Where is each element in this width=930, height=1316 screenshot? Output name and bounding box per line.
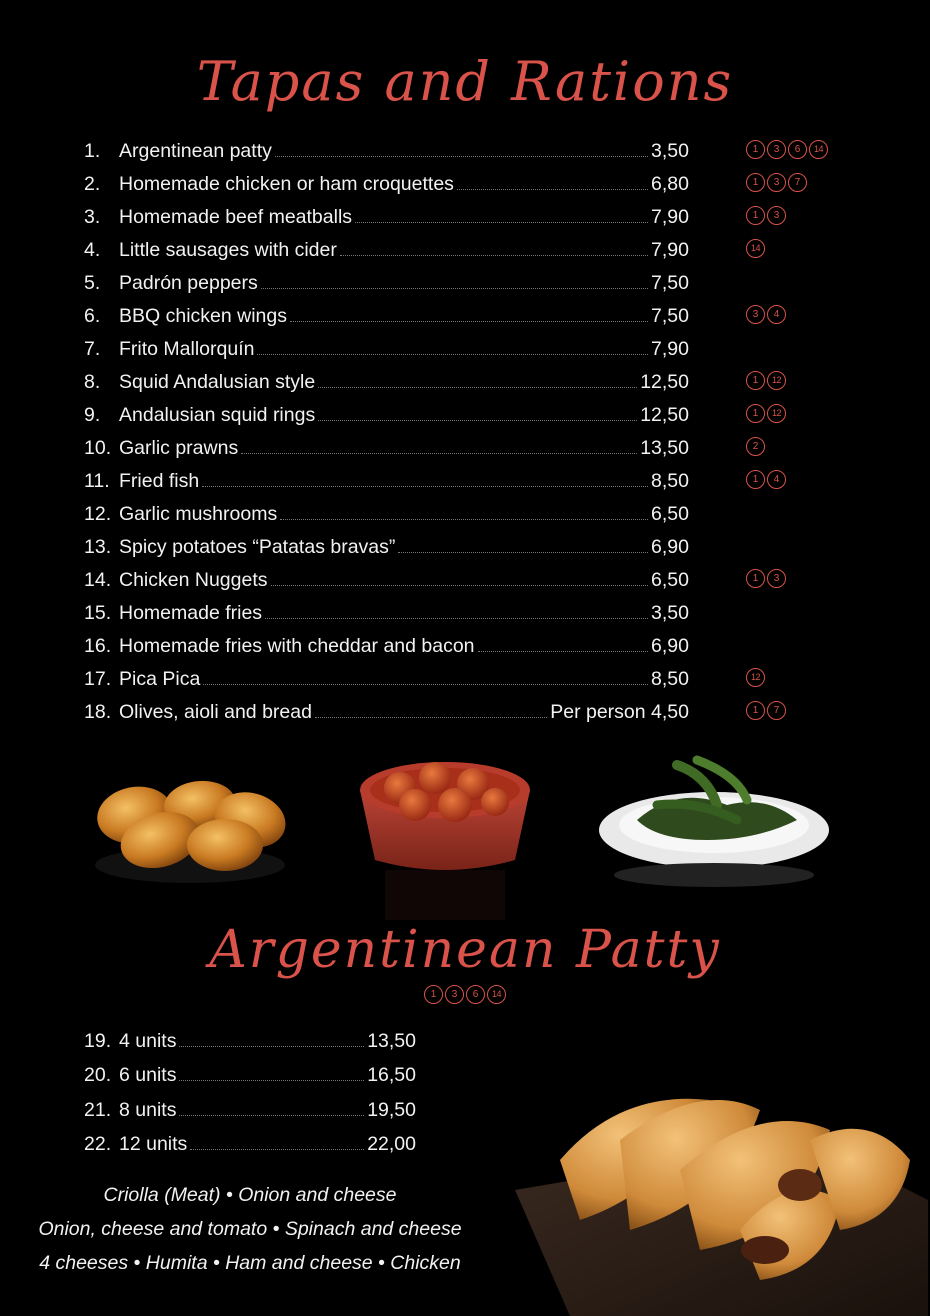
item-number: 4. — [84, 239, 101, 261]
menu-item — [84, 361, 864, 394]
allergen-badge: 1 — [746, 173, 765, 192]
item-price: 6,90 — [651, 536, 689, 558]
menu-item — [84, 196, 864, 229]
item-allergens — [746, 239, 765, 258]
menu-item-line — [84, 469, 689, 493]
menu-item — [84, 262, 864, 295]
item-number: 11. — [84, 470, 110, 492]
menu-item-line — [84, 337, 689, 361]
item-allergens — [746, 140, 828, 159]
menu-list — [84, 130, 864, 724]
allergen-badge: 7 — [767, 701, 786, 720]
menu-item — [84, 559, 864, 592]
item-number: 13. — [84, 536, 112, 558]
item-price: 8,50 — [651, 668, 689, 690]
dot-leader — [457, 189, 648, 190]
dot-leader — [261, 288, 648, 289]
menu-item-line — [84, 403, 689, 427]
allergen-badge: 6 — [788, 140, 807, 159]
menu-item — [84, 592, 864, 625]
item-number: 5. — [84, 272, 101, 294]
item-allergens — [746, 371, 786, 390]
item-number: 3. — [84, 206, 101, 228]
item-name: 6 units — [119, 1064, 177, 1086]
item-name: Little sausages with cider — [119, 239, 337, 261]
dot-leader — [318, 420, 637, 421]
patty-units-list — [84, 1018, 416, 1156]
allergen-badge: 1 — [746, 206, 765, 225]
menu-item — [84, 691, 864, 724]
allergen-badge: 3 — [746, 305, 765, 324]
allergen-badge: 14 — [746, 239, 765, 258]
allergen-badge: 14 — [487, 985, 506, 1004]
dot-leader — [340, 255, 648, 256]
item-allergens — [746, 173, 807, 192]
meatballs-photo — [355, 750, 535, 930]
dot-leader — [179, 1080, 364, 1081]
item-price: 7,90 — [651, 206, 689, 228]
item-price: 22,00 — [367, 1133, 416, 1155]
item-price: 16,50 — [367, 1064, 416, 1086]
allergen-badge: 12 — [767, 404, 786, 423]
menu-item-line — [84, 436, 689, 460]
item-name: Frito Mallorquín — [119, 338, 255, 360]
item-name: 12 units — [119, 1133, 188, 1155]
item-name: Andalusian squid rings — [119, 404, 316, 426]
item-number: 14. — [84, 569, 112, 591]
allergen-badge: 1 — [746, 140, 765, 159]
allergen-badge: 1 — [424, 985, 443, 1004]
allergen-badge: 7 — [788, 173, 807, 192]
item-number: 8. — [84, 371, 101, 393]
item-name: Garlic mushrooms — [119, 503, 278, 525]
item-number: 9. — [84, 404, 101, 426]
menu-item-line — [84, 370, 689, 394]
dot-leader — [203, 684, 648, 685]
dot-leader — [478, 651, 649, 652]
menu-item-line — [84, 634, 689, 658]
item-name: Spicy potatoes “Patatas bravas” — [119, 536, 396, 558]
allergen-badge: 12 — [767, 371, 786, 390]
dot-leader — [355, 222, 648, 223]
unit-item — [84, 1087, 416, 1122]
allergen-badge: 3 — [767, 140, 786, 159]
item-price: 7,50 — [651, 305, 689, 327]
allergen-badge: 1 — [746, 569, 765, 588]
unit-item — [84, 1122, 416, 1157]
menu-item-line — [84, 271, 689, 295]
menu-item — [84, 625, 864, 658]
item-price: 6,80 — [651, 173, 689, 195]
item-name: Homemade beef meatballs — [119, 206, 353, 228]
item-price: 7,50 — [651, 272, 689, 294]
dot-leader — [179, 1046, 364, 1047]
item-price: Per person 4,50 — [550, 701, 689, 723]
menu-item-line — [84, 502, 689, 526]
allergen-badge: 2 — [746, 437, 765, 456]
dot-leader — [315, 717, 547, 718]
dot-leader — [265, 618, 648, 619]
item-number: 15. — [84, 602, 112, 624]
dot-leader — [275, 156, 648, 157]
item-allergens — [746, 206, 786, 225]
allergen-badge: 3 — [767, 173, 786, 192]
item-number: 18. — [84, 701, 112, 723]
item-allergens — [746, 569, 786, 588]
menu-item-line — [84, 304, 689, 328]
dot-leader — [190, 1149, 364, 1150]
allergen-badge: 1 — [746, 404, 765, 423]
croquettes-photo — [90, 770, 295, 890]
unit-item — [84, 1053, 416, 1088]
item-price: 6,90 — [651, 635, 689, 657]
item-price: 12,50 — [640, 404, 689, 426]
item-number: 21. — [84, 1098, 112, 1121]
item-name: Olives, aioli and bread — [119, 701, 312, 723]
item-name: Homemade fries — [119, 602, 263, 624]
item-number: 10. — [84, 437, 112, 459]
item-name: Padrón peppers — [119, 272, 258, 294]
allergen-badge: 1 — [746, 470, 765, 489]
menu-item-line — [84, 205, 689, 229]
item-price: 13,50 — [640, 437, 689, 459]
dot-leader — [280, 519, 648, 520]
allergen-badge: 1 — [746, 371, 765, 390]
dot-leader — [398, 552, 648, 553]
menu-item-line — [84, 238, 689, 262]
menu-item — [84, 163, 864, 196]
item-number: 7. — [84, 338, 101, 360]
menu-item-line — [84, 667, 689, 691]
item-allergens — [746, 668, 765, 687]
item-number: 12. — [84, 503, 112, 525]
dot-leader — [271, 585, 649, 586]
peppers-photo — [597, 745, 832, 895]
dot-leader — [290, 321, 648, 322]
item-name: Fried fish — [119, 470, 200, 492]
menu-item — [84, 295, 864, 328]
dot-leader — [179, 1115, 364, 1116]
menu-item-line — [84, 139, 689, 163]
item-price: 3,50 — [651, 602, 689, 624]
item-allergens — [746, 404, 786, 423]
allergen-badge: 3 — [767, 569, 786, 588]
unit-item — [84, 1018, 416, 1053]
allergen-badge: 3 — [445, 985, 464, 1004]
allergen-badge: 3 — [767, 206, 786, 225]
item-number: 1. — [84, 140, 101, 162]
dot-leader — [202, 486, 648, 487]
allergen-badge: 12 — [746, 668, 765, 687]
menu-item — [84, 130, 864, 163]
dot-leader — [241, 453, 637, 454]
item-price: 12,50 — [640, 371, 689, 393]
menu-item-line — [84, 601, 689, 625]
item-number: 17. — [84, 668, 112, 690]
item-name: 8 units — [119, 1098, 177, 1121]
item-name: BBQ chicken wings — [119, 305, 287, 327]
item-name: Pica Pica — [119, 668, 201, 690]
menu-item-line — [84, 700, 689, 724]
item-price: 19,50 — [367, 1098, 416, 1121]
item-allergens — [746, 437, 765, 456]
item-price: 8,50 — [651, 470, 689, 492]
item-number: 16. — [84, 635, 112, 657]
item-name: Garlic prawns — [119, 437, 239, 459]
allergen-badge: 6 — [466, 985, 485, 1004]
menu-item — [84, 493, 864, 526]
menu-item — [84, 658, 864, 691]
menu-item — [84, 229, 864, 262]
allergen-badge: 4 — [767, 470, 786, 489]
allergen-badge: 1 — [746, 701, 765, 720]
item-name: Squid Andalusian style — [119, 371, 316, 393]
item-number: 2. — [84, 173, 101, 195]
item-number: 6. — [84, 305, 101, 327]
patty-allergens — [0, 985, 930, 1004]
page-title: Tapas and Rations — [196, 50, 734, 113]
allergen-badge: 4 — [767, 305, 786, 324]
menu-item — [84, 394, 864, 427]
fillings-text — [0, 1178, 500, 1280]
item-price: 7,90 — [651, 338, 689, 360]
dot-leader — [257, 354, 648, 355]
menu-item — [84, 460, 864, 493]
item-number: 20. — [84, 1064, 112, 1086]
menu-item — [84, 328, 864, 361]
filling-line: 4 cheeses • Humita • Ham and cheese • Chicken — [39, 1252, 461, 1274]
item-name: Homemade fries with cheddar and bacon — [119, 635, 475, 657]
item-name: Chicken Nuggets — [119, 569, 268, 591]
item-number: 22. — [84, 1133, 112, 1155]
filling-line: Onion, cheese and tomato • Spinach and cheese — [38, 1218, 462, 1240]
filling-line: Criolla (Meat) • Onion and cheese — [103, 1184, 397, 1206]
item-name: Homemade chicken or ham croquettes — [119, 173, 454, 195]
item-price: 7,90 — [651, 239, 689, 261]
menu-item — [84, 427, 864, 460]
item-price: 6,50 — [651, 503, 689, 525]
item-price: 13,50 — [367, 1029, 416, 1052]
item-allergens — [746, 701, 786, 720]
item-allergens — [746, 305, 786, 324]
item-allergens — [746, 470, 786, 489]
item-name: 4 units — [119, 1029, 177, 1052]
empanadas-photo — [510, 1080, 928, 1316]
menu-item-line — [84, 568, 689, 592]
dot-leader — [318, 387, 637, 388]
item-price: 6,50 — [651, 569, 689, 591]
patty-title: Argentinean Patty — [209, 920, 721, 980]
item-number: 19. — [84, 1029, 112, 1052]
menu-item — [84, 526, 864, 559]
allergen-badge: 14 — [809, 140, 828, 159]
menu-item-line — [84, 535, 689, 559]
menu-item-line — [84, 172, 689, 196]
item-name: Argentinean patty — [119, 140, 272, 162]
item-price: 3,50 — [651, 140, 689, 162]
